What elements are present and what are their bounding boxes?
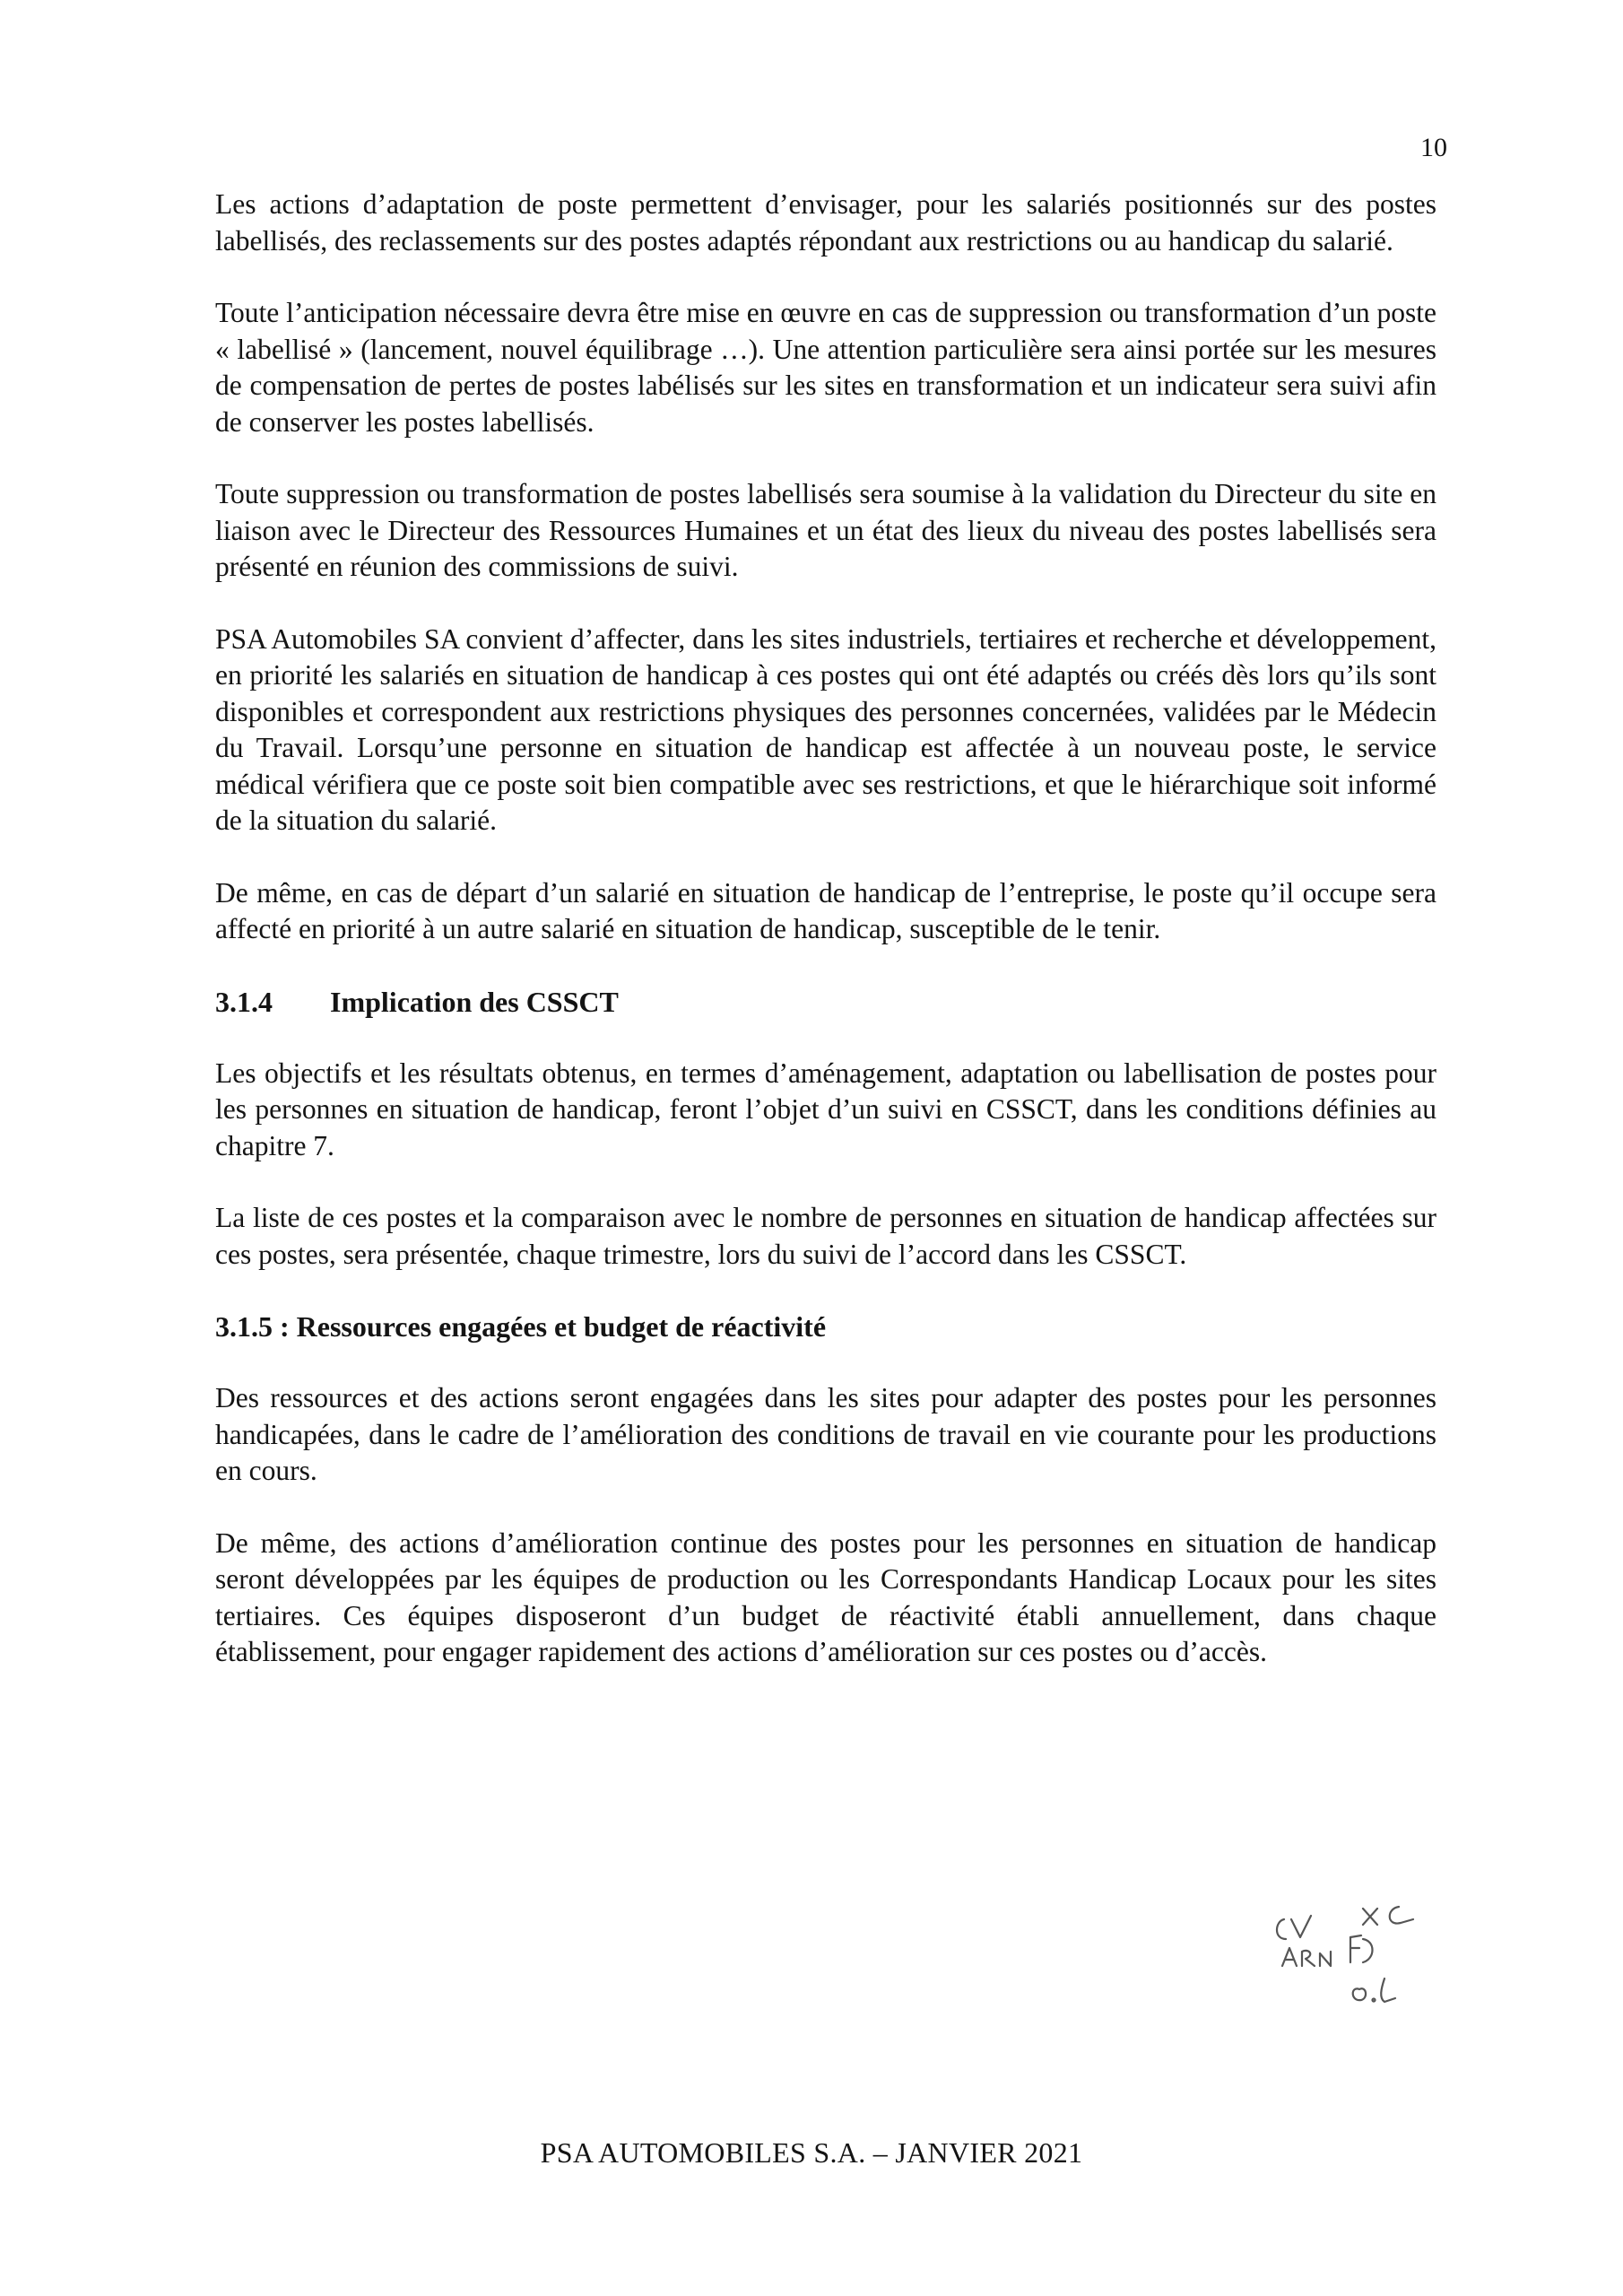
paragraph: De même, des actions d’amélioration continue des postes pour les personnes en situation de handicap seront développées par les équipes de production ou les Correspondants Handicap Locaux pour les sites tertiaires. Ces équipes disposeront d’un budget de réactivité établi annuellement, dans chaque établissement, pour engager rapidement des actions d’amélioration sur ces postes ou d’accès. <box>215 1526 1436 1667</box>
paragraph: La liste de ces postes et la comparaison avec le nombre de personnes en situation de handicap affectées sur ces postes, sera présentée, chaque trimestre, lors du suivi de l’accord dans les CSSCT. <box>215 1202 1436 1270</box>
section-number: 3.1.4 <box>215 985 273 1018</box>
paragraph: De même, en cas de départ d’un salarié en situation de handicap de l’entreprise, le poste qu’il occupe sera affecté en priorité à un autre salarié en situation de handicap, susceptible de le tenir. <box>215 876 1436 944</box>
paragraph: Toute l’anticipation nécessaire devra être mise en œuvre en cas de suppression ou transformation d’un poste « labellisé » (lancement, nouvel équilibrage …). Une attention particulière sera ainsi portée sur les mesures de compensation de pertes de postes labélisés sur les sites en transformation et un indicateur sera suivi afin de conserver les postes labellisés. <box>215 297 1436 438</box>
section-title: Implication des CSSCT <box>330 985 619 1018</box>
paragraph: Les actions d’adaptation de poste permettent d’envisager, pour les salariés positionnés sur des postes labellisés, des reclassements sur des postes adaptés répondant aux restrictions ou au handicap du salarié. <box>215 188 1436 257</box>
paragraph: PSA Automobiles SA convient d’affecter, dans les sites industriels, tertiaires et recherche et développement, en priorité les salariés en situation de handicap à ces postes qui ont été adaptés ou créés dès lors qu’ils sont disponibles et correspondent aux restrictions physiques des personnes concernées, validées par le Médecin du Travail. Lorsqu’une personne en situation de handicap est affectée à un nouveau poste, le service médical vérifiera que ce poste soit bien compatible avec ses restrictions, et que le hiérarchique soit informé de la situation du salarié. <box>215 622 1436 836</box>
section-heading-3-1-4 <box>215 984 1436 1020</box>
document-body <box>215 187 1436 1707</box>
paragraph: Toute suppression ou transformation de postes labellisés sera soumise à la validation du Directeur du site en liaison avec le Directeur des Ressources Humaines et un état des lieux du niveau des postes labellisés sera présenté en réunion des commissions de suivi. <box>215 478 1436 582</box>
handwritten-initials <box>1264 1892 1462 2027</box>
page-number: 10 <box>1420 133 1447 162</box>
paragraph: Des ressources et des actions seront engagées dans les sites pour adapter des postes pour les personnes handicapées, dans le cadre de l’amélioration des conditions de travail en vie courante pour les productions en cours. <box>215 1382 1436 1486</box>
section-heading-3-1-5: 3.1.5 : Ressources engagées et budget de réactivité <box>215 1310 827 1343</box>
page-footer: PSA AUTOMOBILES S.A. – JANVIER 2021 <box>540 2136 1083 2169</box>
paragraph: Les objectifs et les résultats obtenus, en termes d’aménagement, adaptation ou labellisation de postes pour les personnes en situation de handicap, feront l’objet d’un suivi en CSSCT, dans les conditions définies au chapitre 7. <box>215 1057 1436 1161</box>
